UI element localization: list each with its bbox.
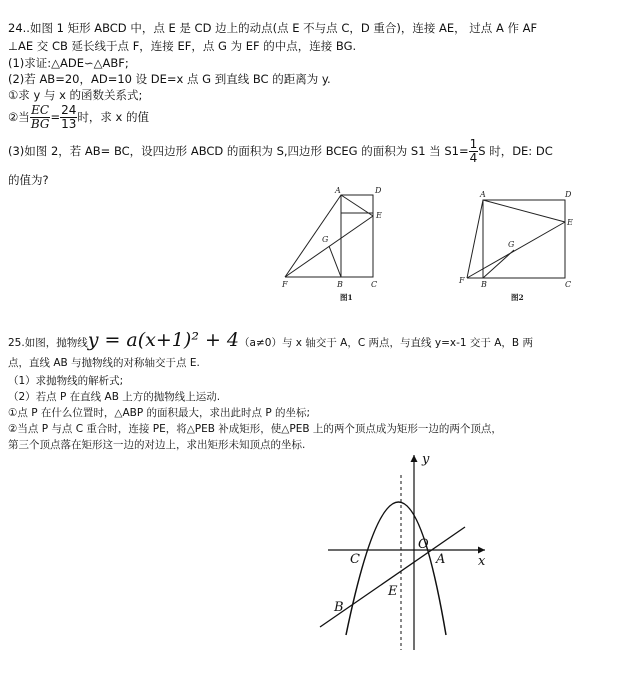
fig2-caption: 图2 <box>511 293 524 302</box>
p25-part2b: ②当点 P 与点 C 重合时，连接 PE，将△PEB 补成矩形，使△PEB 上的两个顶点成为矩形一边的两个顶点， <box>8 423 502 435</box>
p24-part2b-suffix: 时，求 x 的值 <box>77 110 149 124</box>
fig1-label-e: E <box>376 211 382 220</box>
graph-label-b: B <box>334 600 344 615</box>
fig1-caption: 图1 <box>340 293 353 302</box>
p25-part2c: 第三个顶点落在矩形这一边的对边上，求出矩形未知顶点的坐标. <box>8 439 306 451</box>
frac-num: EC <box>31 103 50 117</box>
figure-1-diagram <box>270 180 400 305</box>
fig2-label-g: G <box>508 240 515 249</box>
p24-part3-suffix: S 时，DE: DC <box>478 144 553 158</box>
graph-label-o: O <box>418 537 429 552</box>
p24-part3 <box>8 136 553 166</box>
fig2-label-b: B <box>481 280 487 289</box>
p25-part1: （1）求抛物线的解析式; <box>8 375 124 387</box>
graph-label-e: E <box>388 584 398 599</box>
parabola-graph <box>310 445 500 660</box>
p24-line1: 24..如图 1 矩形 ABCD 中，点 E 是 CD 边上的动点(点 E 不与点 C，D 重合)，连接 AE， 过点 A 作 AF <box>8 21 538 35</box>
fig1-label-a: A <box>335 186 341 195</box>
frac-den: BG <box>30 117 50 131</box>
p25-formula: y = a(x+1)² + 4 <box>87 329 240 351</box>
fig1-label-b: B <box>337 280 343 289</box>
fig1-label-g: G <box>322 235 329 244</box>
p25-part2a: ①点 P 在什么位置时，△ABP 的面积最大，求出此时点 P 的坐标; <box>8 407 311 419</box>
fig1-label-c: C <box>371 280 378 289</box>
graph-label-a: A <box>436 552 446 567</box>
p25-line1-prefix: 25.如图，抛物线 <box>8 337 88 349</box>
fig2-label-c: C <box>565 280 572 289</box>
p24-part1: (1)求证:△ADE∽△ABF; <box>8 56 129 70</box>
graph-label-y: y <box>422 452 430 467</box>
p25-line1-suffix: （a≠0）与 x 轴交于 A，C 两点，与直线 y=x-1 交于 A，B 两 <box>239 337 533 349</box>
fig2-label-e: E <box>567 218 573 227</box>
frac-den: 4 <box>469 151 478 165</box>
graph-label-c: C <box>350 552 360 567</box>
fig2-label-d: D <box>565 190 572 199</box>
p24-part2b-eq: = <box>50 110 61 124</box>
p24-part2b <box>8 102 149 132</box>
fig1-label-d: D <box>375 186 382 195</box>
frac-den: 13 <box>61 117 77 131</box>
p25-line2: 点，直线 AB 与抛物线的对称轴交于点 E. <box>8 357 200 369</box>
p24-part2b-prefix: ②当 <box>8 110 30 124</box>
fig1-label-f: F <box>282 280 288 289</box>
p24-part3-prefix: (3)如图 2，若 AB= BC，设四边形 ABCD 的面积为 S,四边形 BCEG 的面积为 S1 当 S1= <box>8 144 469 158</box>
p24-part2a: ①求 y 与 x 的函数关系式; <box>8 88 143 102</box>
fraction-1-4 <box>469 138 479 165</box>
fraction-ec-bg <box>30 104 51 131</box>
p24-part3-line2: 的值为? <box>8 173 49 187</box>
fig2-label-a: A <box>480 190 486 199</box>
figure-2-diagram <box>455 180 585 305</box>
fraction-24-13 <box>60 104 77 131</box>
p24-part2: (2)若 AB=20，AD=10 设 DE=x 点 G 到直线 BC 的距离为 y. <box>8 72 331 86</box>
p25-line1 <box>8 325 533 358</box>
parabola-curve <box>346 502 446 635</box>
frac-num: 24 <box>61 103 77 117</box>
frac-num: 1 <box>469 137 478 151</box>
fig2-label-f: F <box>459 276 465 285</box>
graph-label-x: x <box>478 554 486 569</box>
p24-line2: ⊥AE 交 CB 延长线于点 F，连接 EF，点 G 为 EF 的中点，连接 BG. <box>8 39 357 53</box>
p25-part2: （2）若点 P 在直线 AB 上方的抛物线上运动. <box>8 391 221 403</box>
